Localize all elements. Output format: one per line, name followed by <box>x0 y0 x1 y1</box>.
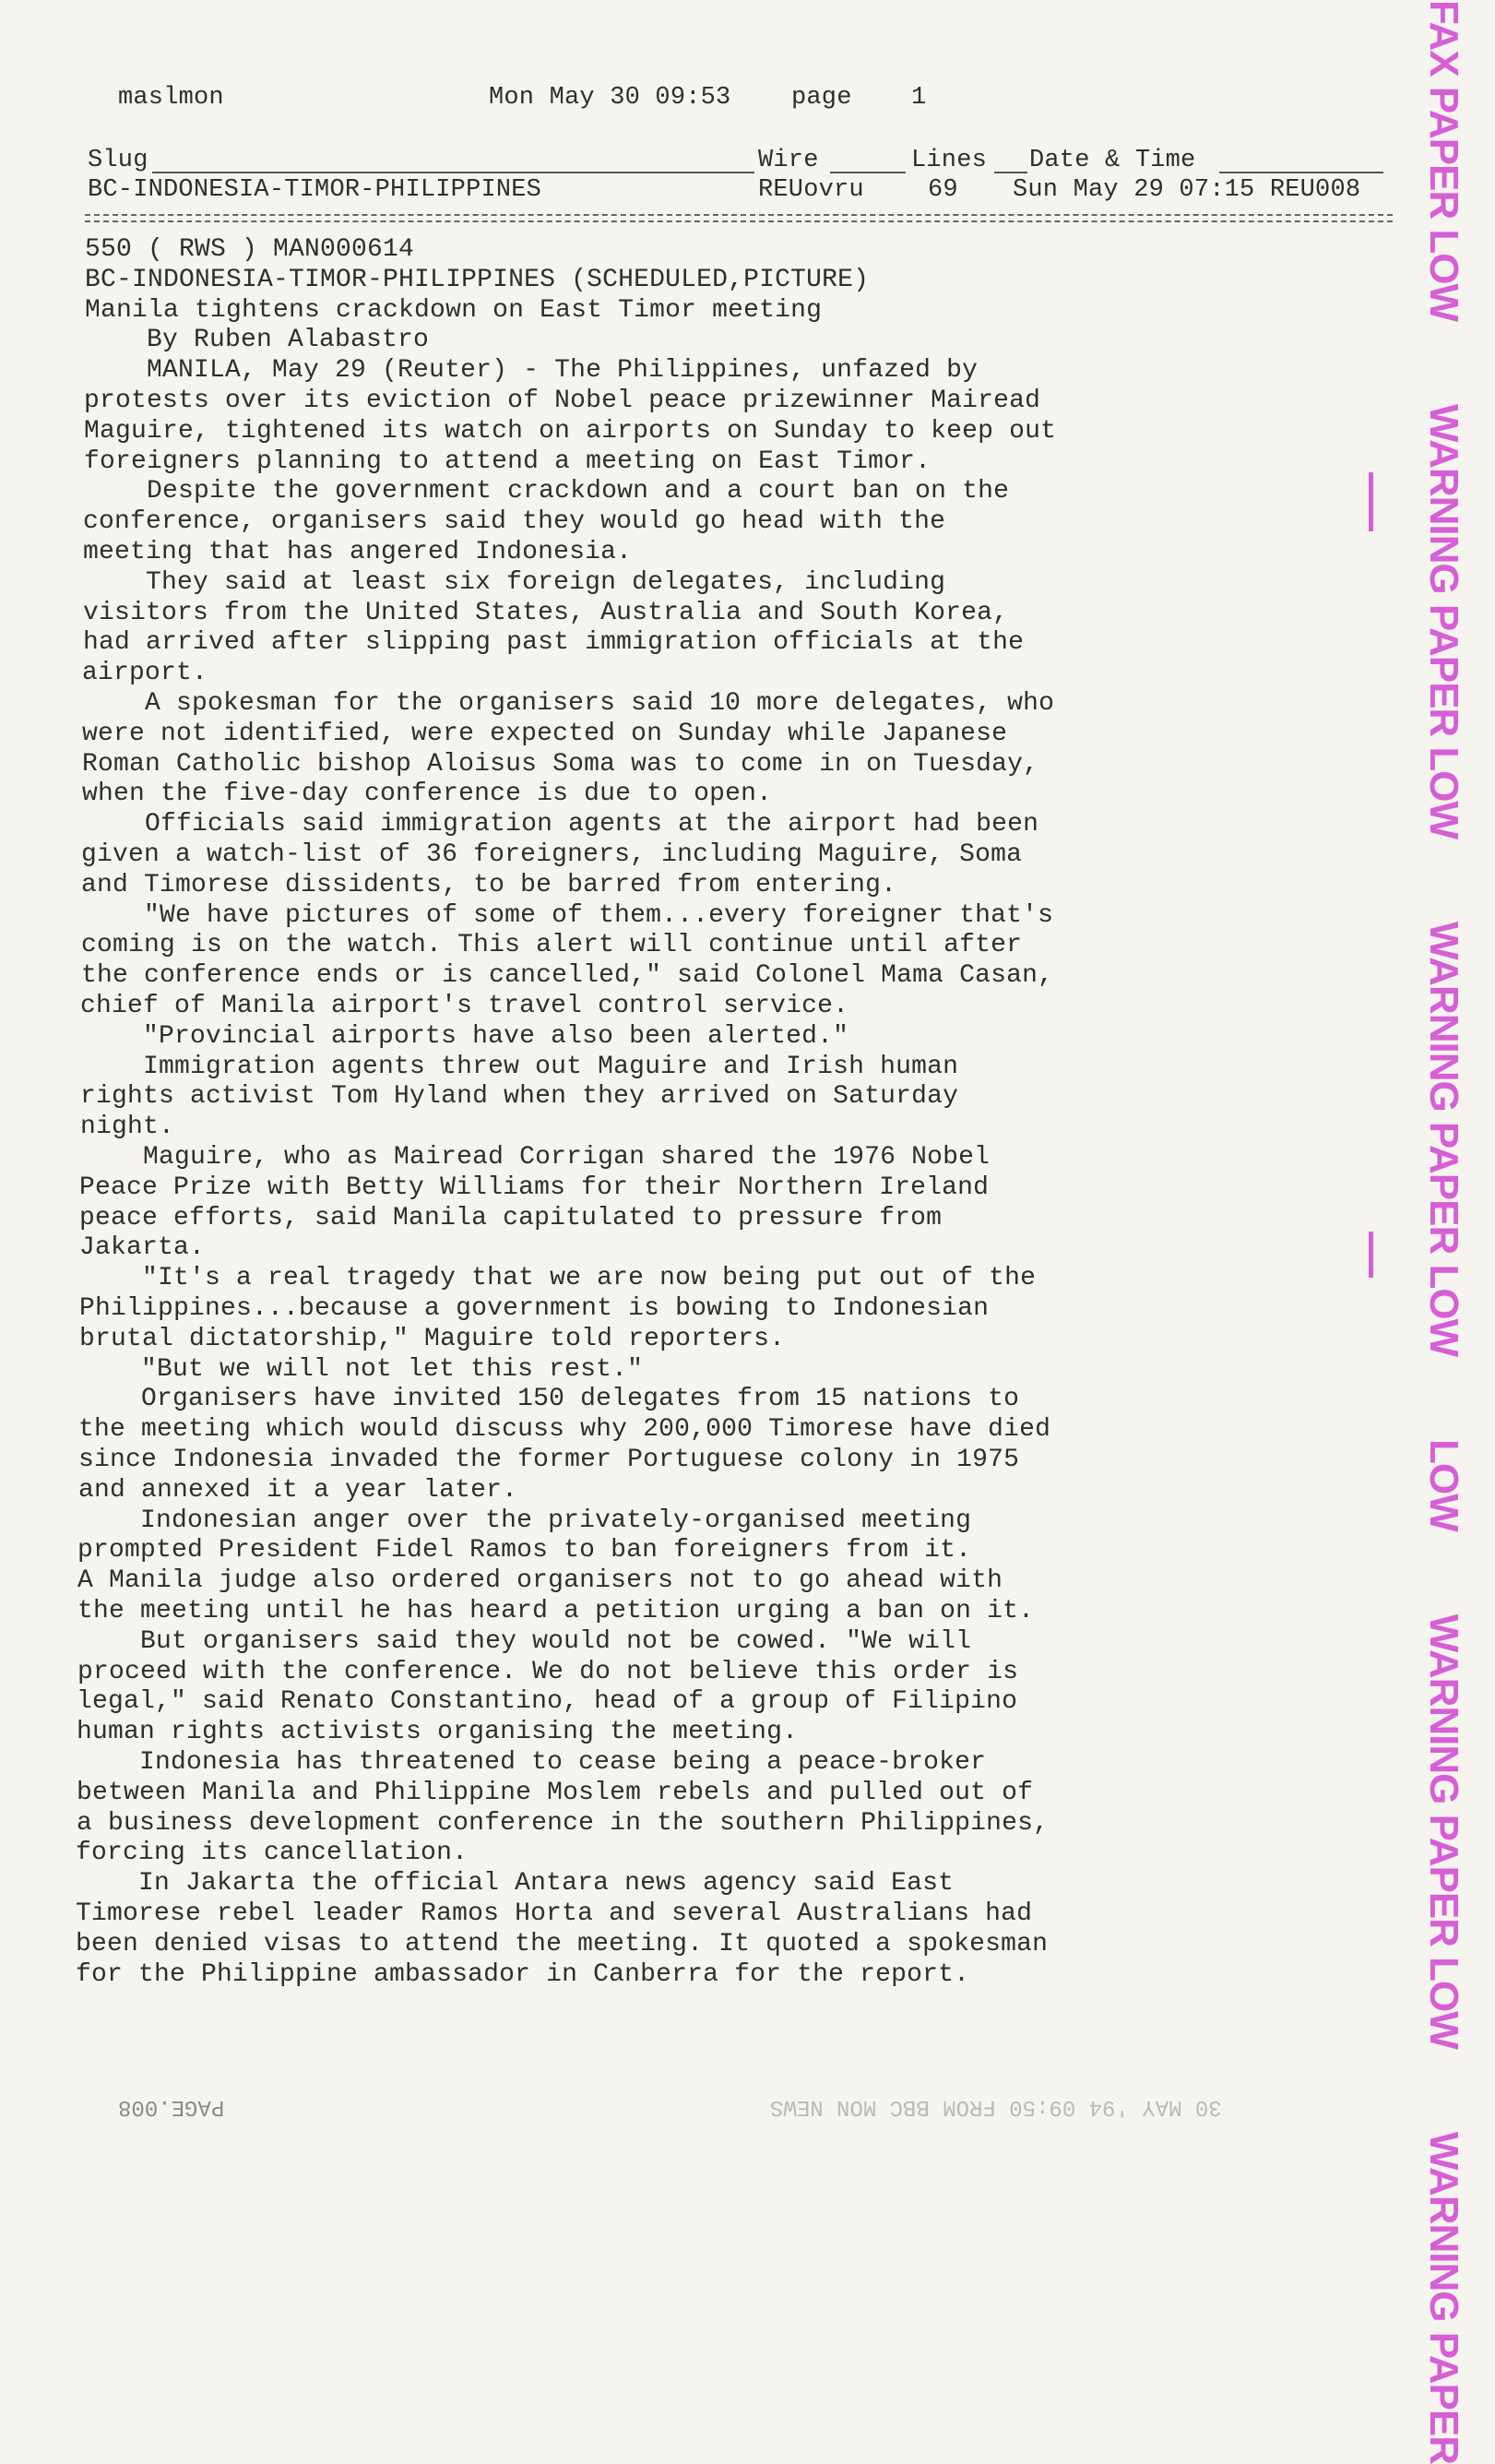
warning-text: WARNING PAPER LOW <box>1421 403 1466 839</box>
margin-mark <box>1369 1232 1373 1278</box>
story-line: had arrived after slipping past immigration officials at the <box>83 628 1025 657</box>
story-line: "Provincial airports have also been alerted." <box>80 1022 849 1051</box>
story-line: 550 ( RWS ) MAN000614 <box>85 235 415 264</box>
warning-text: FAX PAPER LOW <box>1421 0 1466 321</box>
story-line: Despite the government crackdown and a court ban on the <box>84 477 1010 506</box>
story-line: In Jakarta the official Antara news agency said East <box>76 1869 955 1898</box>
lines-underline <box>994 172 1027 173</box>
story-line: Peace Prize with Betty Williams for their Northern Ireland <box>79 1173 990 1202</box>
story-line: Maguire, who as Mairead Corrigan shared the 1976 Nobel <box>80 1143 991 1172</box>
header-user: maslmon <box>118 84 224 112</box>
story-line: a business development conference in the southern Philippines, <box>77 1809 1050 1838</box>
story-line: But organisers said they would not be cowed. "We will <box>77 1627 972 1656</box>
fax-header: 30 MAY '94 09:50 FROM BBC MON NEWS <box>770 2094 1222 2119</box>
story-line: human rights activists organising the meeting. <box>77 1718 799 1746</box>
lines-value: 69 <box>928 176 958 204</box>
story-line: since Indonesia invaded the former Portuguese colony in 1975 <box>78 1446 1020 1474</box>
story-line: Manila tightens crackdown on East Timor meeting <box>85 296 823 325</box>
story-line: visitors from the United States, Australia and South Korea, <box>83 599 1009 627</box>
warning-text: WARNING PAPER LOW <box>1421 922 1466 1357</box>
story-line: meeting that has angered Indonesia. <box>83 538 633 566</box>
story-line: brutal dictatorship," Maguire told reporters. <box>79 1325 786 1353</box>
story-line: coming is on the watch. This alert will continue until after <box>81 931 1023 959</box>
warning-text: WARNING PAPER LOW <box>1421 1613 1466 2049</box>
story-line: Indonesian anger over the privately-organised meeting <box>77 1506 972 1535</box>
story-line: Indonesia has threatened to cease being a peace-broker <box>77 1748 987 1777</box>
story-line: BC-INDONESIA-TIMOR-PHILIPPINES (SCHEDULED,PICTURE) <box>85 266 870 294</box>
story-line: Maguire, tightened its watch on airports on Sunday to keep out <box>84 417 1057 446</box>
header-page-number: 1 <box>911 84 927 112</box>
story-line: Jakarta. <box>79 1233 206 1262</box>
story-line: foreigners planning to attend a meeting on East Timor. <box>84 447 931 476</box>
story-line: A spokesman for the organisers said 10 more delegates, who <box>82 689 1055 718</box>
story-line: been denied visas to attend the meeting. It quoted a spokesman <box>76 1930 1049 1958</box>
story-line: Roman Catholic bishop Aloisus Soma was to come in on Tuesday, <box>82 750 1039 779</box>
story-line: the meeting until he has heard a petition urging a ban on it. <box>77 1597 1035 1625</box>
story-line: By Ruben Alabastro <box>84 326 430 354</box>
datetime-value: Sun May 29 07:15 REU008 <box>1013 176 1361 204</box>
story-line: Timorese rebel leader Ramos Horta and several Australians had <box>76 1899 1033 1928</box>
story-line: "It's a real tragedy that we are now being put out of the <box>79 1264 1037 1292</box>
story-line: chief of Manila airport's travel control service. <box>80 992 849 1020</box>
warning-text: LOW <box>1421 1439 1466 1531</box>
story-line: prompted President Fidel Ramos to ban foreigners from it. <box>77 1536 972 1565</box>
warning-text: WARNING PAPER <box>1421 2131 1466 2464</box>
story-line: "We have pictures of some of them...every foreigner that's <box>81 901 1054 930</box>
story-line: protests over its eviction of Nobel peace prizewinner Mairead <box>84 387 1041 415</box>
story-line: and Timorese dissidents, to be barred from entering. <box>81 871 897 899</box>
story-line: night. <box>80 1113 175 1141</box>
datetime-label: Date & Time <box>1029 147 1196 174</box>
separator-rule <box>85 214 1393 222</box>
paper-low-warning-strip <box>1392 0 1495 2464</box>
story-line: rights activist Tom Hyland when they arrived on Saturday <box>80 1082 959 1111</box>
slug-underline <box>152 172 754 173</box>
story-line: peace efforts, said Manila capitulated to pressure from <box>79 1204 943 1232</box>
slug-label: Slug <box>88 147 148 174</box>
page-stamp: PAGE.008 <box>118 2094 225 2119</box>
story-line: conference, organisers said they would go head with the <box>83 507 946 536</box>
header-datetime: Mon May 30 09:53 <box>489 84 731 112</box>
story-line: between Manila and Philippine Moslem rebels and pulled out of <box>77 1779 1034 1807</box>
story-line: Philippines...because a government is bowing to Indonesian <box>79 1294 990 1323</box>
story-line: forcing its cancellation. <box>76 1839 469 1867</box>
story-line: when the five-day conference is due to open. <box>82 780 773 808</box>
wire-underline <box>830 172 906 173</box>
datetime-underline <box>1219 172 1383 173</box>
story-line: the conference ends or is cancelled," said Colonel Mama Casan, <box>81 961 1054 990</box>
story-line: airport. <box>82 659 208 687</box>
story-line: Immigration agents threw out Maguire and Irish human <box>80 1053 959 1081</box>
margin-mark <box>1369 472 1373 531</box>
story-line: were not identified, were expected on Sunday while Japanese <box>82 720 1008 748</box>
story-line: for the Philippine ambassador in Canberra for the report. <box>76 1960 970 1989</box>
story-line: Organisers have invited 150 delegates from 15 nations to <box>78 1385 1020 1413</box>
story-line: and annexed it a year later. <box>78 1476 518 1505</box>
header-page-label: page <box>791 84 852 112</box>
story-line: proceed with the conference. We do not believe this order is <box>77 1658 1019 1686</box>
wire-label: Wire <box>758 147 819 174</box>
lines-label: Lines <box>911 147 988 174</box>
story-line: legal," said Renato Constantino, head of a group of Filipino <box>77 1687 1018 1716</box>
story-line: given a watch-list of 36 foreigners, including Maguire, Soma <box>81 840 1023 869</box>
story-line: MANILA, May 29 (Reuter) - The Philippines, unfazed by <box>84 356 979 385</box>
story-line: Officials said immigration agents at the airport had been <box>82 810 1039 839</box>
slug-value: BC-INDONESIA-TIMOR-PHILIPPINES <box>88 176 542 204</box>
story-line: the meeting which would discuss why 200,000 Timorese have died <box>78 1415 1051 1444</box>
story-line: A Manila judge also ordered organisers not to go ahead with <box>77 1566 1003 1595</box>
wire-value: REUovru <box>758 176 864 204</box>
story-line: They said at least six foreign delegates, including <box>83 568 946 597</box>
story-line: "But we will not let this rest." <box>78 1355 644 1384</box>
